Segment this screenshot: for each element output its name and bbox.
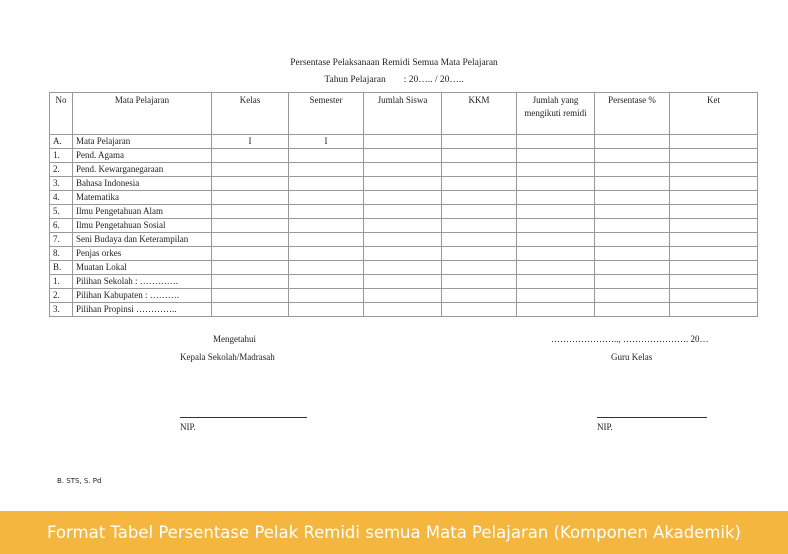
teacher-signature-line: [597, 417, 707, 418]
remedial-table: [49, 92, 758, 317]
table-row: [50, 289, 758, 303]
cell-subject: Penjas orkes: [73, 247, 212, 261]
cell-subject: Ilmu Pengetahuan Alam: [73, 205, 212, 219]
cell-remedial-count: [517, 289, 595, 303]
cell-no: 5.: [50, 205, 73, 219]
table-row: [50, 303, 758, 317]
header-remedial-count: Jumlah yang mengikuti remidi: [517, 93, 595, 135]
cell-subject: Seni Budaya dan Keterampilan: [73, 233, 212, 247]
academic-year-label: Tahun Pelajaran: [324, 75, 386, 85]
cell-student-count: [364, 233, 442, 247]
cell-no: B.: [50, 261, 73, 275]
cell-notes: [670, 303, 758, 317]
cell-remedial-count: [517, 233, 595, 247]
cell-subject: Pend. Agama: [73, 149, 212, 163]
cell-semester: [289, 233, 364, 247]
cell-remedial-count: [517, 163, 595, 177]
cell-class: [212, 191, 289, 205]
table-row: [50, 135, 758, 149]
cell-kkm: [442, 205, 517, 219]
cell-student-count: [364, 163, 442, 177]
cell-percentage: [595, 163, 670, 177]
cell-percentage: [595, 135, 670, 149]
cell-notes: [670, 233, 758, 247]
principal-nip: NIP.: [180, 422, 196, 432]
table-row: [50, 261, 758, 275]
cell-notes: [670, 205, 758, 219]
cell-semester: [289, 303, 364, 317]
cell-class: [212, 163, 289, 177]
cell-percentage: [595, 247, 670, 261]
cell-semester: [289, 191, 364, 205]
cell-no: 4.: [50, 191, 73, 205]
table-row: [50, 247, 758, 261]
cell-student-count: [364, 149, 442, 163]
cell-class: I: [212, 135, 289, 149]
cell-percentage: [595, 275, 670, 289]
cell-kkm: [442, 219, 517, 233]
teacher-nip: NIP.: [597, 422, 613, 432]
header-semester: Semester: [289, 93, 364, 135]
cell-notes: [670, 289, 758, 303]
cell-student-count: [364, 289, 442, 303]
cell-semester: [289, 289, 364, 303]
cell-no: 1.: [50, 275, 73, 289]
table-row: [50, 233, 758, 247]
cell-no: 2.: [50, 289, 73, 303]
cell-kkm: [442, 289, 517, 303]
header-subject: Mata Pelajaran: [73, 93, 212, 135]
cell-subject: Mata Pelajaran: [73, 135, 212, 149]
table-row: [50, 163, 758, 177]
cell-notes: [670, 191, 758, 205]
cell-percentage: [595, 261, 670, 275]
cell-percentage: [595, 149, 670, 163]
cell-student-count: [364, 303, 442, 317]
cell-semester: [289, 177, 364, 191]
cell-kkm: [442, 149, 517, 163]
cell-subject: Pilihan Propinsi …………..: [73, 303, 212, 317]
cell-subject: Pilihan Sekolah : ………….: [73, 275, 212, 289]
cell-no: 8.: [50, 247, 73, 261]
cell-semester: [289, 163, 364, 177]
cell-class: [212, 233, 289, 247]
cell-semester: [289, 247, 364, 261]
cell-percentage: [595, 303, 670, 317]
cell-class: [212, 275, 289, 289]
cell-kkm: [442, 163, 517, 177]
table-row: [50, 191, 758, 205]
academic-year-value: : 20….. / 20…..: [403, 75, 464, 85]
cell-semester: [289, 275, 364, 289]
caption-banner: Format Tabel Persentase Pelak Remidi semua Mata Pelajaran (Komponen Akademik): [0, 511, 788, 554]
cell-notes: [670, 177, 758, 191]
cell-percentage: [595, 219, 670, 233]
cell-notes: [670, 247, 758, 261]
cell-notes: [670, 163, 758, 177]
cell-kkm: [442, 233, 517, 247]
cell-subject: Pilihan Kabupaten : ……….: [73, 289, 212, 303]
cell-kkm: [442, 191, 517, 205]
cell-remedial-count: [517, 219, 595, 233]
cell-class: [212, 247, 289, 261]
cell-subject: Muatan Lokal: [73, 261, 212, 275]
cell-no: A.: [50, 135, 73, 149]
table-row: [50, 149, 758, 163]
cell-remedial-count: [517, 135, 595, 149]
cell-kkm: [442, 247, 517, 261]
header-notes: Ket: [670, 93, 758, 135]
cell-percentage: [595, 289, 670, 303]
cell-no: 2.: [50, 163, 73, 177]
cell-remedial-count: [517, 191, 595, 205]
header-percentage: Persentase %: [595, 93, 670, 135]
header-no: No: [50, 93, 73, 135]
cell-class: [212, 149, 289, 163]
cell-percentage: [595, 177, 670, 191]
cell-semester: [289, 205, 364, 219]
cell-student-count: [364, 135, 442, 149]
cell-kkm: [442, 261, 517, 275]
table-header-row: [50, 93, 758, 135]
cell-class: [212, 219, 289, 233]
principal-role: Kepala Sekolah/Madrasah: [180, 352, 275, 362]
table-row: [50, 275, 758, 289]
cell-remedial-count: [517, 275, 595, 289]
cell-percentage: [595, 205, 670, 219]
cell-notes: [670, 275, 758, 289]
cell-no: 7.: [50, 233, 73, 247]
header-student-count: Jumlah Siswa: [364, 93, 442, 135]
teacher-role: Guru Kelas: [611, 352, 653, 362]
cell-kkm: [442, 177, 517, 191]
table-row: [50, 205, 758, 219]
cell-student-count: [364, 275, 442, 289]
document-code: B. STS, S. Pd: [57, 477, 102, 485]
cell-notes: [670, 261, 758, 275]
cell-subject: Bahasa Indonesia: [73, 177, 212, 191]
cell-student-count: [364, 177, 442, 191]
header-kkm: KKM: [442, 93, 517, 135]
cell-remedial-count: [517, 261, 595, 275]
cell-remedial-count: [517, 303, 595, 317]
principal-signature-line: [180, 417, 307, 418]
cell-student-count: [364, 219, 442, 233]
header-class: Kelas: [212, 93, 289, 135]
table-row: [50, 177, 758, 191]
cell-class: [212, 289, 289, 303]
cell-remedial-count: [517, 177, 595, 191]
place-date: ………………….., …………………. 20…: [551, 334, 709, 344]
cell-semester: [289, 261, 364, 275]
academic-year: [0, 75, 788, 85]
cell-percentage: [595, 191, 670, 205]
cell-no: 1.: [50, 149, 73, 163]
cell-student-count: [364, 247, 442, 261]
cell-notes: [670, 149, 758, 163]
cell-class: [212, 261, 289, 275]
cell-subject: Ilmu Pengetahuan Sosial: [73, 219, 212, 233]
cell-notes: [670, 135, 758, 149]
cell-subject: Pend. Kewarganegaraan: [73, 163, 212, 177]
cell-remedial-count: [517, 205, 595, 219]
cell-class: [212, 177, 289, 191]
cell-notes: [670, 219, 758, 233]
cell-remedial-count: [517, 149, 595, 163]
cell-remedial-count: [517, 247, 595, 261]
table-row: [50, 219, 758, 233]
cell-no: 6.: [50, 219, 73, 233]
cell-class: [212, 205, 289, 219]
cell-kkm: [442, 303, 517, 317]
cell-semester: I: [289, 135, 364, 149]
acknowledged-label: Mengetahui: [213, 334, 256, 344]
cell-student-count: [364, 191, 442, 205]
cell-student-count: [364, 261, 442, 275]
cell-semester: [289, 149, 364, 163]
cell-student-count: [364, 205, 442, 219]
cell-class: [212, 303, 289, 317]
cell-percentage: [595, 233, 670, 247]
document-title: Persentase Pelaksanaan Remidi Semua Mata Pelajaran: [290, 58, 498, 68]
cell-kkm: [442, 275, 517, 289]
cell-no: 3.: [50, 303, 73, 317]
cell-subject: Matematika: [73, 191, 212, 205]
cell-kkm: [442, 135, 517, 149]
cell-no: 3.: [50, 177, 73, 191]
cell-semester: [289, 219, 364, 233]
